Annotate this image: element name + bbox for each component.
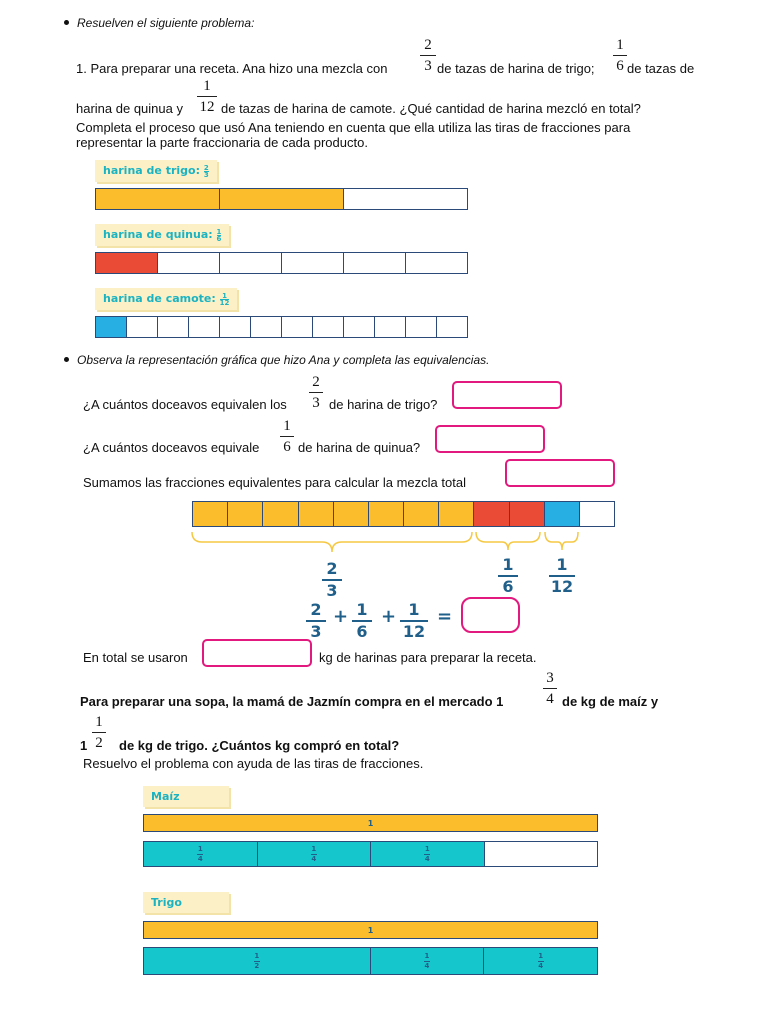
label-harina-quinua: harina de quinua: $\frac{1}{6}$ [95, 224, 229, 246]
problem2-text: de kg de trigo. ¿Cuántos kg compró en total? [119, 738, 400, 753]
strip-cell [404, 502, 439, 526]
label-maiz: Maíz [143, 786, 229, 807]
strip-cell [96, 189, 220, 209]
strip-cell [220, 189, 344, 209]
bullet [64, 357, 69, 362]
strip-cell [344, 253, 406, 273]
strip-cell [545, 502, 580, 526]
question-2: ¿A cuántos doceavos equivale [83, 440, 260, 455]
strip-cell [406, 317, 437, 337]
question-2: de harina de quinua? [298, 440, 421, 455]
strip-trigo-whole [143, 921, 598, 939]
strip-trigo [95, 188, 468, 210]
strip-camote [95, 316, 468, 338]
fraction-1-2: 1 2 [92, 714, 106, 751]
strip-cell [127, 317, 158, 337]
total-text: kg de harinas para preparar la receta. [319, 650, 537, 665]
problem2-text: de kg de maíz y [562, 694, 659, 709]
strip-cell [485, 842, 598, 866]
strip-cell [251, 317, 282, 337]
strip-cell: 1 4 [484, 948, 597, 974]
sum-frac-1-6: 1 6 [352, 602, 372, 640]
problem1-text: harina de quinua y [76, 101, 183, 116]
fraction-3-4: 3 4 [543, 670, 557, 707]
strip-cell: 1 4 [371, 948, 485, 974]
problem1-text: de tazas de harina de camote. ¿Qué cantidad de harina mezcló en total? [221, 101, 641, 116]
strip-cell [437, 317, 467, 337]
strip-cell [474, 502, 509, 526]
plus-sign: + [381, 606, 397, 627]
question-1: de harina de trigo? [329, 397, 438, 412]
equals-sign: = [437, 606, 453, 627]
strip-cell [439, 502, 474, 526]
brace-label-2-3: 2 3 [322, 561, 342, 599]
total-answer-box[interactable] [202, 639, 312, 667]
strip-cell [193, 502, 228, 526]
brace-label-1-6: 1 6 [498, 557, 518, 595]
question-3: Sumamos las fracciones equivalentes para calcular la mezcla total [83, 475, 466, 490]
strip-cell [220, 253, 282, 273]
fraction-1-6: 1 6 [613, 37, 627, 74]
strip-cell [282, 253, 344, 273]
sum-answer-box[interactable] [461, 597, 520, 633]
strip-combined [192, 501, 615, 527]
problem2-text: Para preparar una sopa, la mamá de Jazmín compra en el mercado 1 [80, 694, 504, 709]
label-harina-trigo: harina de trigo: $\frac{2}{3}$ [95, 160, 217, 182]
strip-maiz-quarters [143, 841, 598, 867]
strip-cell [299, 502, 334, 526]
answer-box-1[interactable] [452, 381, 562, 409]
strip-cell [406, 253, 467, 273]
braces [190, 530, 590, 556]
sum-frac-1-12: 1 12 [400, 602, 428, 640]
strip-cell [158, 253, 220, 273]
instruction-2: Observa la representación gráfica que hizo Ana y completa las equivalencias. [77, 353, 490, 367]
strip-cell [334, 502, 369, 526]
strip-cell [263, 502, 298, 526]
fraction-1-12: 1 12 [197, 78, 217, 115]
strip-cell [344, 317, 375, 337]
instruction-1: Resuelven el siguiente problema: [77, 16, 255, 30]
problem1-text: 1. Para preparar una receta. Ana hizo una mezcla con [76, 61, 388, 76]
problem1-text: de tazas de [627, 61, 695, 76]
problem1-text: representar la parte fraccionaria de cada producto. [76, 135, 368, 150]
problem1-text: Completa el proceso que usó Ana teniendo en cuenta que ella utiliza las tiras de fracciones para [76, 120, 631, 135]
strip-cell [580, 502, 614, 526]
plus-sign: + [333, 606, 349, 627]
strip-cell [189, 317, 220, 337]
total-text: En total se usaron [83, 650, 188, 665]
strip-cell: 1 2 [144, 948, 371, 974]
bullet [64, 20, 69, 25]
strip-cell [158, 317, 189, 337]
strip-cell [228, 502, 263, 526]
strip-cell [369, 502, 404, 526]
problem2-text: Resuelvo el problema con ayuda de las tiras de fracciones. [83, 756, 424, 771]
strip-quinua [95, 252, 468, 274]
strip-cell: 1 4 [371, 842, 485, 866]
problem1-text: de tazas de harina de trigo; [437, 61, 595, 76]
question-1: ¿A cuántos doceavos equivalen los [83, 397, 287, 412]
problem2-whole: 1 [80, 738, 88, 753]
strip-maiz-whole [143, 814, 598, 832]
fraction-2-3: 2 3 [420, 37, 436, 74]
strip-cell [96, 253, 158, 273]
answer-box-3[interactable] [505, 459, 615, 487]
sum-frac-2-3: 2 3 [306, 602, 326, 640]
strip-cell [510, 502, 545, 526]
strip-cell: 1 [144, 815, 597, 831]
strip-cell [375, 317, 406, 337]
answer-box-2[interactable] [435, 425, 545, 453]
fraction-2-3: 2 3 [309, 374, 323, 411]
strip-cell: 1 [144, 922, 597, 938]
strip-cell [313, 317, 344, 337]
strip-cell [220, 317, 251, 337]
strip-trigo-parts [143, 947, 598, 975]
label-trigo: Trigo [143, 892, 229, 913]
strip-cell: 1 4 [258, 842, 372, 866]
label-harina-camote: harina de camote: $\frac{1}{12}$ [95, 288, 237, 310]
fraction-1-6: 1 6 [280, 418, 294, 455]
strip-cell: 1 4 [144, 842, 258, 866]
strip-cell [344, 189, 467, 209]
strip-cell [282, 317, 313, 337]
strip-cell [96, 317, 127, 337]
brace-label-1-12: 1 12 [550, 555, 574, 596]
